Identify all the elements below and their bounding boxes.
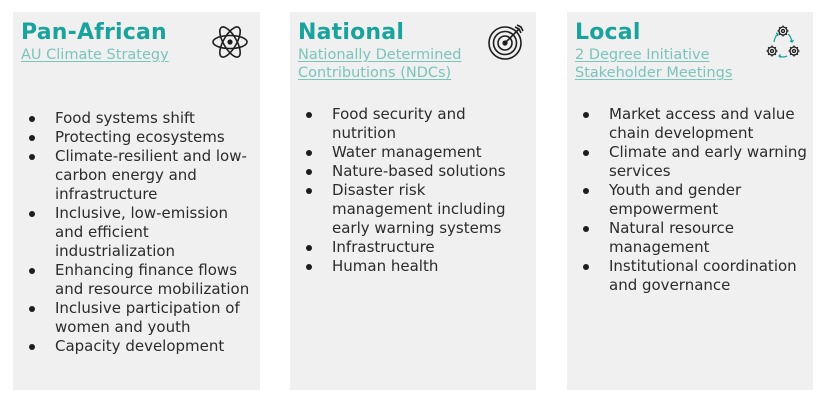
bullet	[29, 306, 35, 312]
list-item	[567, 219, 813, 257]
item-text: Capacity development	[55, 337, 225, 355]
item-text: Enhancing finance flows and resource mobilization	[55, 261, 250, 298]
list-item	[290, 238, 536, 257]
list-item	[13, 337, 260, 356]
list-item	[290, 257, 536, 276]
list-item	[13, 299, 260, 337]
local-list	[567, 105, 813, 295]
target-icon	[486, 22, 526, 62]
list-item	[290, 181, 536, 238]
item-text: Inclusive, low-emission and efficient industrialization	[55, 204, 228, 260]
item-text: Natural resource management	[609, 219, 734, 256]
item-text: Inclusive participation of women and youth	[55, 299, 240, 336]
panel-title: Pan-African	[21, 20, 167, 45]
link-line: Contributions (NDCs)	[298, 65, 452, 81]
panel-title: Local	[575, 20, 641, 45]
bullet	[29, 135, 35, 141]
ndc-link[interactable]	[298, 46, 483, 82]
list-item	[567, 105, 813, 143]
item-text: Protecting ecosystems	[55, 128, 225, 146]
item-text: Water management	[332, 143, 482, 161]
bullet	[306, 188, 312, 194]
list-item	[13, 128, 260, 147]
item-text: Youth and gender empowerment	[609, 181, 742, 218]
list-item	[290, 105, 536, 143]
bullet	[306, 245, 312, 251]
item-text: Human health	[332, 257, 439, 275]
list-item	[290, 143, 536, 162]
bullet	[29, 211, 35, 217]
link-line: Stakeholder Meetings	[575, 65, 733, 81]
bullet	[306, 150, 312, 156]
item-text: Infrastructure	[332, 238, 435, 256]
bullet	[29, 344, 35, 350]
panel-national	[290, 12, 536, 390]
stakeholder-meetings-link[interactable]	[575, 46, 760, 82]
national-list	[290, 105, 536, 276]
bullet	[306, 264, 312, 270]
list-item	[567, 143, 813, 181]
item-text: Institutional coordination and governance	[609, 257, 797, 294]
bullet	[306, 169, 312, 175]
panel-pan-african	[13, 12, 260, 390]
gears-cycle-icon	[763, 22, 803, 62]
panel-local	[567, 12, 813, 390]
list-item	[13, 261, 260, 299]
bullet	[29, 154, 35, 160]
list-item	[290, 162, 536, 181]
bullet	[583, 264, 589, 270]
bullet	[583, 150, 589, 156]
pan-african-list	[13, 109, 260, 356]
item-text: Food systems shift	[55, 109, 195, 127]
bullet	[583, 112, 589, 118]
au-climate-strategy-link[interactable]	[21, 46, 206, 64]
panel-title: National	[298, 20, 405, 45]
item-text: Disaster risk management including early warning systems	[332, 181, 506, 237]
link-line: Nationally Determined	[298, 47, 462, 63]
bullet	[583, 188, 589, 194]
bullet	[306, 112, 312, 118]
link-line: AU Climate Strategy	[21, 47, 169, 63]
bullet	[29, 116, 35, 122]
list-item	[13, 204, 260, 261]
item-text: Food security and nutrition	[332, 105, 466, 142]
item-text: Market access and value chain development	[609, 105, 795, 142]
list-item	[13, 147, 260, 204]
item-text: Climate and early warning services	[609, 143, 807, 180]
item-text: Nature-based solutions	[332, 162, 506, 180]
atom-icon	[210, 22, 250, 62]
link-line: 2 Degree Initiative	[575, 47, 710, 63]
list-item	[13, 109, 260, 128]
list-item	[567, 181, 813, 219]
bullet	[29, 268, 35, 274]
bullet	[583, 226, 589, 232]
list-item	[567, 257, 813, 295]
item-text: Climate-resilient and low-carbon energy and infrastructure	[55, 147, 247, 203]
